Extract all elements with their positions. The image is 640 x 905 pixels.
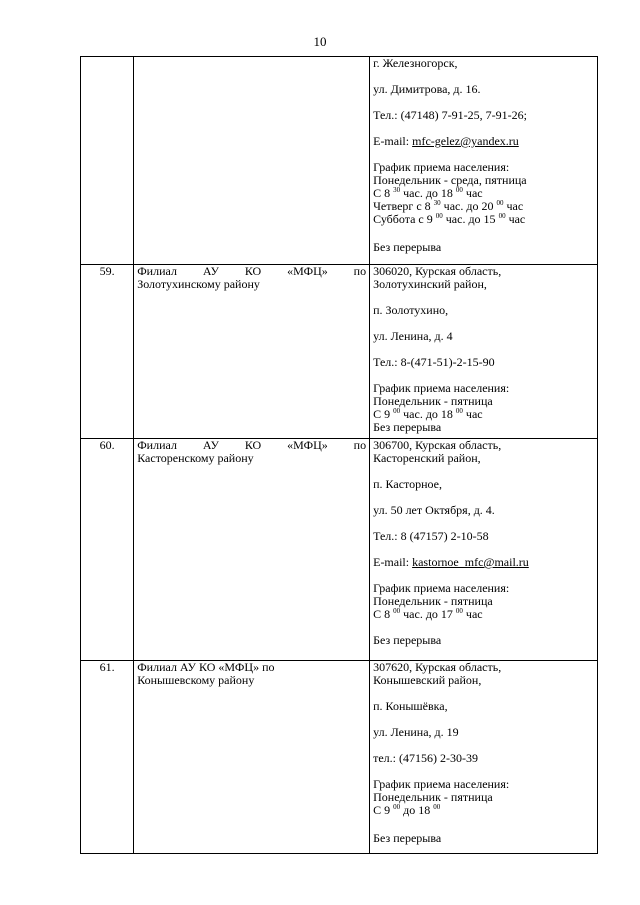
- address-line: Конышевский район,: [373, 673, 482, 687]
- branch-name-line: Филиал АУ КО «МФЦ» по: [137, 264, 367, 278]
- mfc-branches-table: [80, 56, 598, 854]
- address-line: ул. Ленина, д. 4: [373, 329, 453, 343]
- address-line: п. Золотухино,: [373, 303, 449, 317]
- email-line: [373, 556, 594, 569]
- branch-contacts: [370, 661, 598, 854]
- address-line: ул. 50 лет Октября, д. 4.: [373, 503, 495, 517]
- branch-contacts: [370, 265, 598, 439]
- branch-name-line: Филиал АУ КО «МФЦ» по: [137, 438, 367, 452]
- schedule-line: Понедельник - среда, пятница: [373, 173, 527, 187]
- branch-name-line: Филиал АУ КО «МФЦ» по: [137, 660, 275, 674]
- schedule-title: График приема населения:: [373, 777, 510, 791]
- table-row: [81, 661, 598, 854]
- address-line: п. Конышёвка,: [373, 699, 448, 713]
- email-line: [373, 135, 594, 148]
- email-label: E-mail:: [373, 134, 413, 148]
- branch-name-line: Конышевскому району: [137, 673, 255, 687]
- branch-name: [134, 57, 370, 265]
- table-row: [81, 57, 598, 265]
- break-note: Без перерыва: [373, 831, 442, 845]
- address-line: ул. Димитрова, д. 16.: [373, 82, 481, 96]
- schedule-line: Четверг с 8 $^{30}$ час. до 20 $^{00}$ час: [373, 199, 524, 213]
- phone-line: Тел.: (47148) 7-91-25, 7-91-26;: [373, 108, 527, 122]
- email-link[interactable]: kastornoe_mfc@mail.ru: [412, 555, 529, 569]
- break-note: Без перерыва: [373, 633, 442, 647]
- schedule-title: График приема населения:: [373, 160, 510, 174]
- address-line: Золотухинский район,: [373, 277, 487, 291]
- break-note: Без перерыва: [373, 420, 442, 434]
- branch-name-line: Касторенскому району: [137, 451, 254, 465]
- schedule-line: Понедельник - пятница: [373, 790, 493, 804]
- schedule-line: Понедельник - пятница: [373, 594, 493, 608]
- branch-name: [134, 439, 370, 661]
- email-label: E-mail:: [373, 555, 413, 569]
- schedule-title: График приема населения:: [373, 381, 510, 395]
- row-number: [81, 57, 134, 265]
- phone-line: тел.: (47156) 2-30-39: [373, 751, 478, 765]
- branch-name-line: Золотухинскому району: [137, 277, 260, 291]
- schedule-line: Суббота с 9 $^{00}$ час. до 15 $^{00}$ час: [373, 212, 526, 226]
- schedule-line: Понедельник - пятница: [373, 394, 493, 408]
- address-line: 307620, Курская область,: [373, 660, 502, 674]
- branch-contacts: [370, 57, 598, 265]
- phone-line: Тел.: 8 (47157) 2-10-58: [373, 529, 489, 543]
- address-line: г. Железногорск,: [373, 56, 458, 70]
- address-line: 306700, Курская область,: [373, 438, 502, 452]
- branch-name: [134, 265, 370, 439]
- schedule-line: С 8 $^{00}$ час. до 17 $^{00}$ час: [373, 607, 483, 621]
- address-line: п. Касторное,: [373, 477, 443, 491]
- email-link[interactable]: mfc-gelez@yandex.ru: [412, 134, 519, 148]
- break-note: Без перерыва: [373, 240, 442, 254]
- row-number: 59.: [81, 265, 134, 439]
- phone-line: Тел.: 8-(471-51)-2-15-90: [373, 355, 495, 369]
- branch-contacts: [370, 439, 598, 661]
- row-number: 61.: [81, 661, 134, 854]
- branch-name: [134, 661, 370, 854]
- address-line: ул. Ленина, д. 19: [373, 725, 459, 739]
- address-line: 306020, Курская область,: [373, 264, 502, 278]
- schedule-title: График приема населения:: [373, 581, 510, 595]
- schedule-line: С 8 $^{30}$ час. до 18 $^{00}$ час: [373, 186, 483, 200]
- row-number: 60.: [81, 439, 134, 661]
- address-line: Касторенский район,: [373, 451, 481, 465]
- table-row: [81, 439, 598, 661]
- page-number: 10: [313, 34, 327, 49]
- table-row: [81, 265, 598, 439]
- schedule-line: С 9 $^{00}$ до 18 $^{00}$: [373, 803, 441, 817]
- schedule-line: С 9 $^{00}$ час. до 18 $^{00}$ час: [373, 407, 483, 421]
